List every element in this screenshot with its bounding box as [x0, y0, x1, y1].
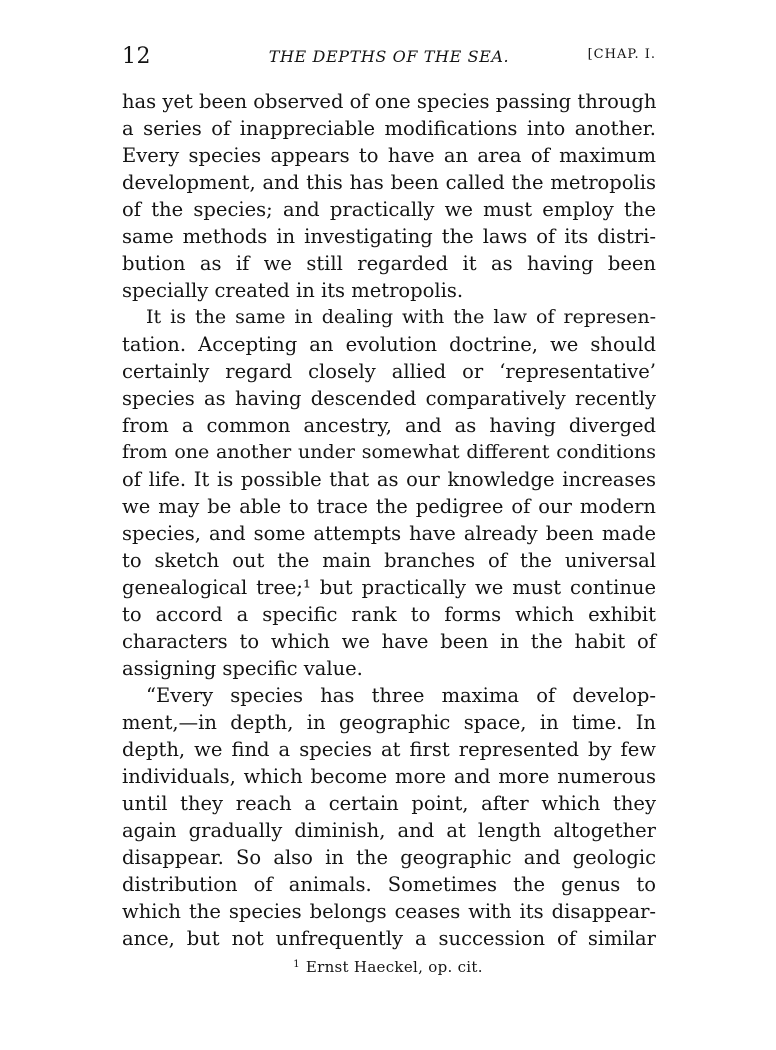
- text-line: assigning specific value.: [122, 657, 363, 680]
- text-line: individuals, which become more and more numerous: [122, 765, 656, 788]
- text-line: depth, we find a species at first represented by few: [122, 738, 656, 761]
- paragraph: [122, 88, 656, 304]
- text-line: to accord a specific rank to forms which exhibit: [122, 603, 656, 626]
- text-line: from a common ancestry, and as having diverged: [122, 414, 656, 437]
- text-line: which the species belongs ceases with its disappear-: [122, 900, 656, 923]
- page-number: 12: [122, 44, 151, 69]
- text-line: from one another under somewhat different conditions: [122, 441, 656, 463]
- chapter-reference: [CHAP. I.: [587, 47, 656, 62]
- text-line: ment,—in depth, in geographic space, in time. In: [122, 711, 656, 734]
- footnote-text: Ernst Haeckel, op. cit.: [305, 958, 483, 976]
- text-line: again gradually diminish, and at length altogether: [122, 819, 656, 842]
- text-line: until they reach a certain point, after which they: [122, 792, 656, 815]
- text-line: characters to which we have been in the habit of: [122, 630, 656, 653]
- footnote-marker: 1: [293, 959, 300, 970]
- running-header: [122, 44, 656, 74]
- text-line: distribution of animals. Sometimes the genus to: [122, 873, 656, 896]
- running-title: THE DEPTHS OF THE SEA.: [268, 47, 510, 66]
- text-line: tation. Accepting an evolution doctrine, we should: [122, 333, 656, 356]
- text-line: of life. It is possible that as our knowledge increases: [122, 468, 656, 491]
- text-line: Every species appears to have an area of maximum: [122, 144, 656, 167]
- text-line: we may be able to trace the pedigree of our modern: [122, 495, 656, 518]
- text-line: specially created in its metropolis.: [122, 279, 464, 302]
- text-line: of the species; and practically we must employ the: [122, 198, 656, 221]
- footnote: [0, 958, 776, 976]
- text-line: certainly regard closely allied or ‘representative’: [122, 360, 656, 383]
- text-line: genealogical tree;¹ but practically we must continue: [122, 576, 656, 599]
- text-line: has yet been observed of one species passing through: [122, 90, 657, 113]
- text-line: species, and some attempts have already been made: [122, 522, 656, 545]
- text-line: species as having descended comparatively recently: [122, 387, 656, 410]
- body-text: [122, 88, 656, 952]
- text-line: disappear. So also in the geographic and geologic: [122, 846, 656, 869]
- text-line: same methods in investigating the laws of its distri-: [122, 225, 656, 248]
- text-line: development, and this has been called the metropolis: [122, 171, 656, 194]
- text-line: ance, but not unfrequently a succession of similar: [122, 927, 656, 950]
- text-line: bution as if we still regarded it as having been: [122, 252, 656, 275]
- paragraph: [122, 682, 656, 952]
- text-line: It is the same in dealing with the law of represen-: [146, 306, 656, 328]
- paragraph: [122, 304, 656, 682]
- text-line: a series of inappreciable modifications into another.: [122, 117, 656, 140]
- text-line: “Every species has three maxima of develop-: [146, 684, 656, 707]
- text-line: to sketch out the main branches of the universal: [122, 549, 656, 572]
